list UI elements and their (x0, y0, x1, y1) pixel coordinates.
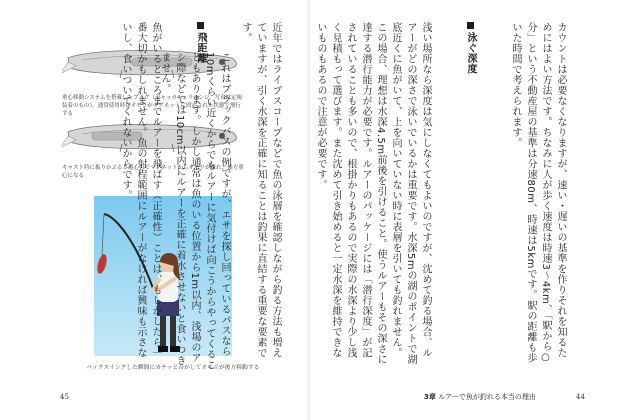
paragraph-1: カウントは必要なくなりますが、速い・遅いの基準を作りそれを知るためにはよい方法です。ちなみに人が歩く速度は時速3〜4km、「駅から○分」という不動産屋の基準は分速80m、時速は5kmです。駅の距離も歩いた時間で考えられます。 (510, 22, 566, 364)
photo-caption: バックスイングした瞬間にカチッと音がしてオモリが後方移動する (86, 365, 260, 371)
left-body-paragraph: これはブラックバスの例ですが、エサを探し回っているバスなら10mくらい近くからでもルアーに気付けば向こうからやってくることもあります。しかし通常は魚のいる位置から1m以内、浅場のアシ際などでは10cm以内にルアーを正確に着水させないと食いつきません。 (159, 52, 230, 370)
lure2-caption: キャスト時に振りかぶると遠心力でマグネットからオモリが離れ、後方重心になる (62, 165, 244, 179)
running-head (424, 392, 536, 402)
paragraph-4: 魚がいるところまでルアーを飛ばす（正確性）ことは、もしかしたら一番大切かもしれません。魚の射程範囲にルアーがなければ興味も示さないし、食いついてくれないからです。 (120, 22, 161, 358)
chapter-label: 3章 (424, 393, 436, 401)
chapter-title: ルアーで魚が釣れる本当の理由 (438, 393, 536, 401)
heading-casting-distance: 飛距離 (193, 22, 208, 368)
bullet-icon (197, 22, 204, 29)
page-number-right: 44 (576, 393, 585, 401)
paragraph-3: 近年ではライブスコープなどで魚の泳層を確認しながら釣る方法も増えていますが、引く水深を正確に知ることは釣果に直結する重要な要素です。 (240, 22, 281, 358)
paragraph-2: 浅い場所なら深度は気にしなくてもよいのですが、沈めて釣る場合、ルアーがどの深さで泳いでいるかは重要です。水深5mの湖のポイントで湖底近くに魚がいて、上を向いていない時に表層を引いても釣れません。この場合、理想は水深4.5m前後を引けること。使うルアーもその深さに達する潜行能力が必要です。ルアーのパッケージには「潜行深度」が記されていることも多いので、根掛かりもあるので実際の水深より少し浅く見積もって選びます。また沈めて引き始めると一定水深を維持できないものもあるので注意が必要です。 (315, 22, 431, 365)
bullet-icon (467, 22, 474, 29)
lure1-caption: 重心移動システムを搭載したプラグ（ジャッカル・リルンジ。写真は定規装着のもの）。通常使用時はオモリがマグネットに固定された状態で飛行する (62, 95, 243, 117)
heading-swim-depth: 泳ぐ深度 (463, 22, 478, 368)
page-number-left: 45 (60, 393, 69, 401)
